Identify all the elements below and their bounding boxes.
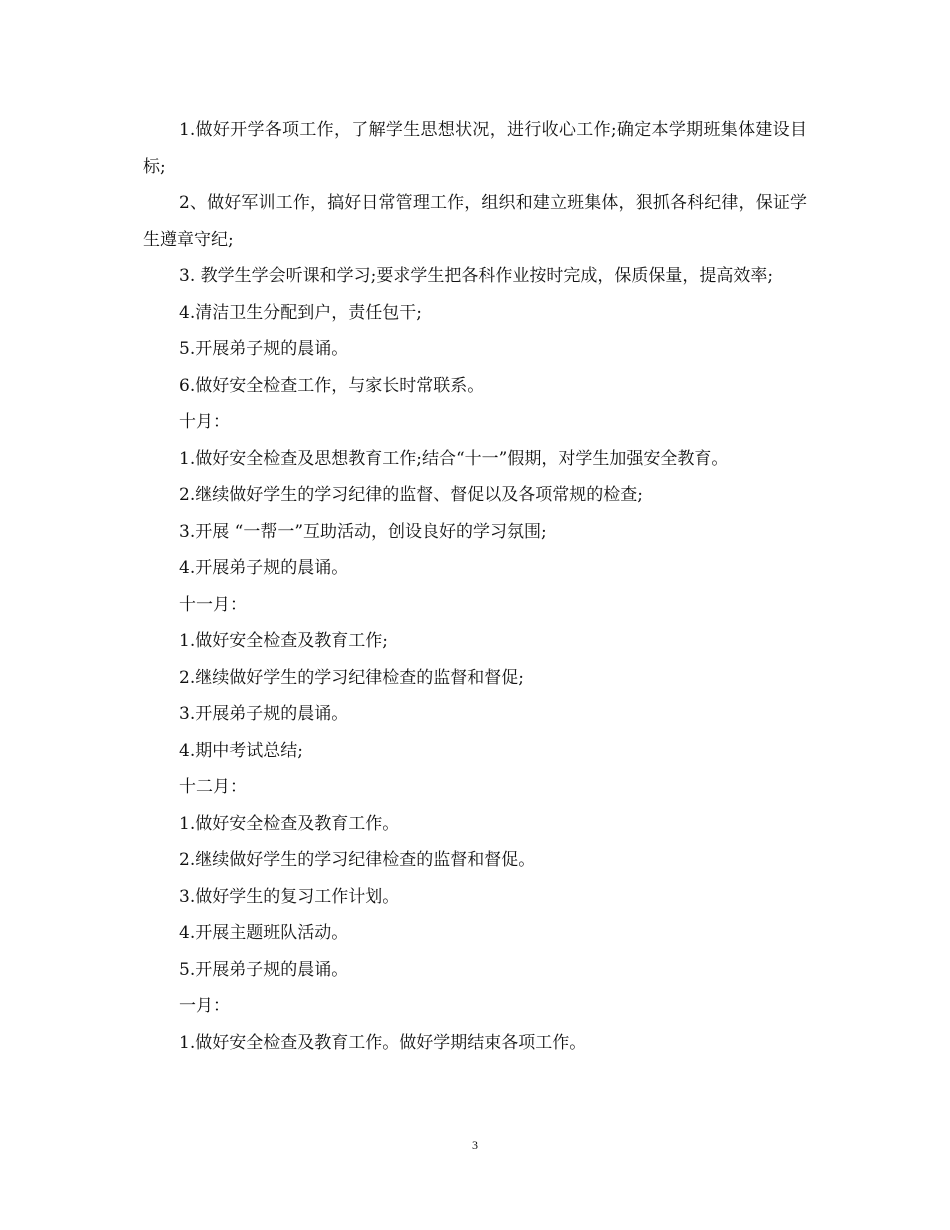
paragraph: 1.做好安全检查及教育工作; [179,631,388,651]
paragraph: 2.继续做好学生的学习纪律检查的监督和督促; [179,667,524,688]
paragraph: 4.期中考试总结; [179,740,303,761]
section-heading-january: 一月： [179,996,230,1016]
paragraph: 5.开展弟子规的晨诵。 [179,959,349,980]
section-heading-october: 十月： [179,412,230,432]
document-body [143,112,807,1061]
paragraph: 3.做好学生的复习工作计划。 [179,886,400,907]
paragraph: 2、做好军训工作，搞好日常管理工作，组织和建立班集体，狠抓各科纪律，保证学生遵章守纪; [143,193,807,250]
paragraph: 3.开展弟子规的晨诵。 [179,704,349,724]
paragraph: 1.做好开学各项工作，了解学生思想状况，进行收心工作;确定本学期班集体建设目标; [143,120,807,177]
paragraph: 6.做好安全检查工作，与家长时常联系。 [179,375,485,396]
paragraph: 1.做好安全检查及教育工作。 [179,813,400,834]
paragraph: 4.开展主题班队活动。 [179,923,349,943]
paragraph: 5.开展弟子规的晨诵。 [179,339,349,359]
paragraph: 2.继续做好学生的学习纪律检查的监督和督促。 [179,850,536,870]
paragraph: 4.清洁卫生分配到户，责任包干; [179,302,422,323]
paragraph: 1.做好安全检查及教育工作。做好学期结束各项工作。 [179,1032,587,1053]
paragraph: 1.做好安全检查及思想教育工作;结合“十一”假期，对学生加强安全教育。 [179,448,729,469]
paragraph: 3.开展 “一帮一”互助活动，创设良好的学习氛围; [179,521,547,542]
paragraph: 3. 教学生学会听课和学习;要求学生把各科作业按时完成，保质保量，提高效率; [179,266,774,286]
paragraph: 4.开展弟子规的晨诵。 [179,558,349,578]
page-number: 3 [472,1138,478,1152]
section-heading-november: 十一月： [179,594,247,615]
section-heading-december: 十二月： [179,777,247,797]
paragraph: 2.继续做好学生的学习纪律的监督、督促以及各项常规的检查; [179,485,643,505]
